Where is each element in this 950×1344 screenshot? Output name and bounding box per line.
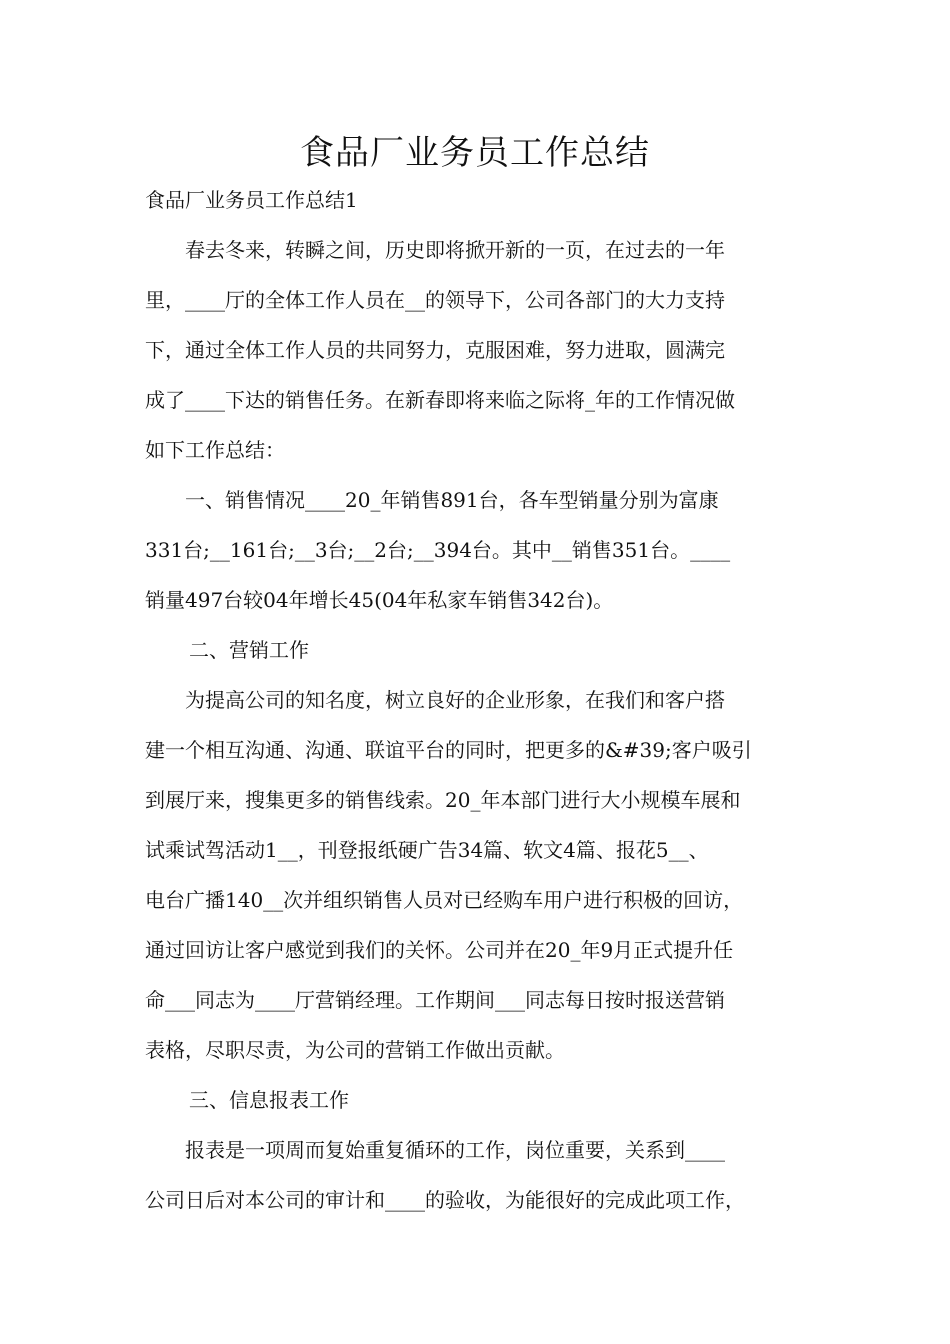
paragraph-reports: [145, 1125, 815, 1225]
paragraph-line: 如下工作总结：: [145, 438, 285, 462]
paragraph-line: 春去冬来，转瞬之间，历史即将掀开新的一页，在过去的一年: [185, 238, 725, 262]
paragraph-intro: [145, 225, 815, 475]
paragraph-line: 报表是一项周而复始重复循环的工作，岗位重要，关系到____: [185, 1138, 725, 1162]
paragraph-line: 为提高公司的知名度，树立良好的企业形象，在我们和客户搭: [185, 688, 725, 712]
document-body: [145, 178, 815, 1225]
paragraph-marketing: [145, 675, 815, 1075]
paragraph-line: 试乘试驾活动1__，刊登报纸硬广告34篇、软文4篇、报花5__、: [145, 838, 709, 862]
paragraph-line: 通过回访让客户感觉到我们的关怀。公司并在20_年9月正式提升任: [145, 938, 734, 962]
paragraph-line: 表格，尽职尽责，为公司的营销工作做出贡献。: [145, 1038, 565, 1062]
paragraph-sales: [145, 475, 815, 625]
paragraph-line: 里，____厅的全体工作人员在__的领导下，公司各部门的大力支持: [145, 288, 725, 312]
paragraph-line: 一、销售情况____20_年销售891台，各车型销量分别为富康: [185, 488, 719, 512]
paragraph-line: 命___同志为____厅营销经理。工作期间___同志每日按时报送营销: [145, 988, 725, 1012]
paragraph-line: 公司日后对本公司的审计和____的验收，为能很好的完成此项工作，: [145, 1188, 745, 1212]
document-subtitle: 食品厂业务员工作总结1: [145, 188, 358, 212]
section-heading-marketing: 二、营销工作: [189, 638, 309, 662]
paragraph-line: 到展厅来，搜集更多的销售线索。20_年本部门进行大小规模车展和: [145, 788, 741, 812]
paragraph-line: 下，通过全体工作人员的共同努力，克服困难，努力进取，圆满完: [145, 338, 725, 362]
paragraph-line: 成了____下达的销售任务。在新春即将来临之际将_年的工作情况做: [145, 388, 735, 412]
paragraph-line: 331台;__161台;__3台;__2台;__394台。其中__销售351台。____: [145, 538, 731, 562]
paragraph-line: 电台广播140__次并组织销售人员对已经购车用户进行积极的回访，: [145, 888, 744, 912]
document-title: 食品厂业务员工作总结: [300, 133, 650, 173]
paragraph-line: 销量497台较04年增长45(04年私家车销售342台)。: [145, 588, 614, 612]
paragraph-line: 建一个相互沟通、沟通、联谊平台的同时，把更多的&#39;客户吸引: [145, 738, 752, 762]
section-heading-reports: 三、信息报表工作: [189, 1088, 349, 1112]
